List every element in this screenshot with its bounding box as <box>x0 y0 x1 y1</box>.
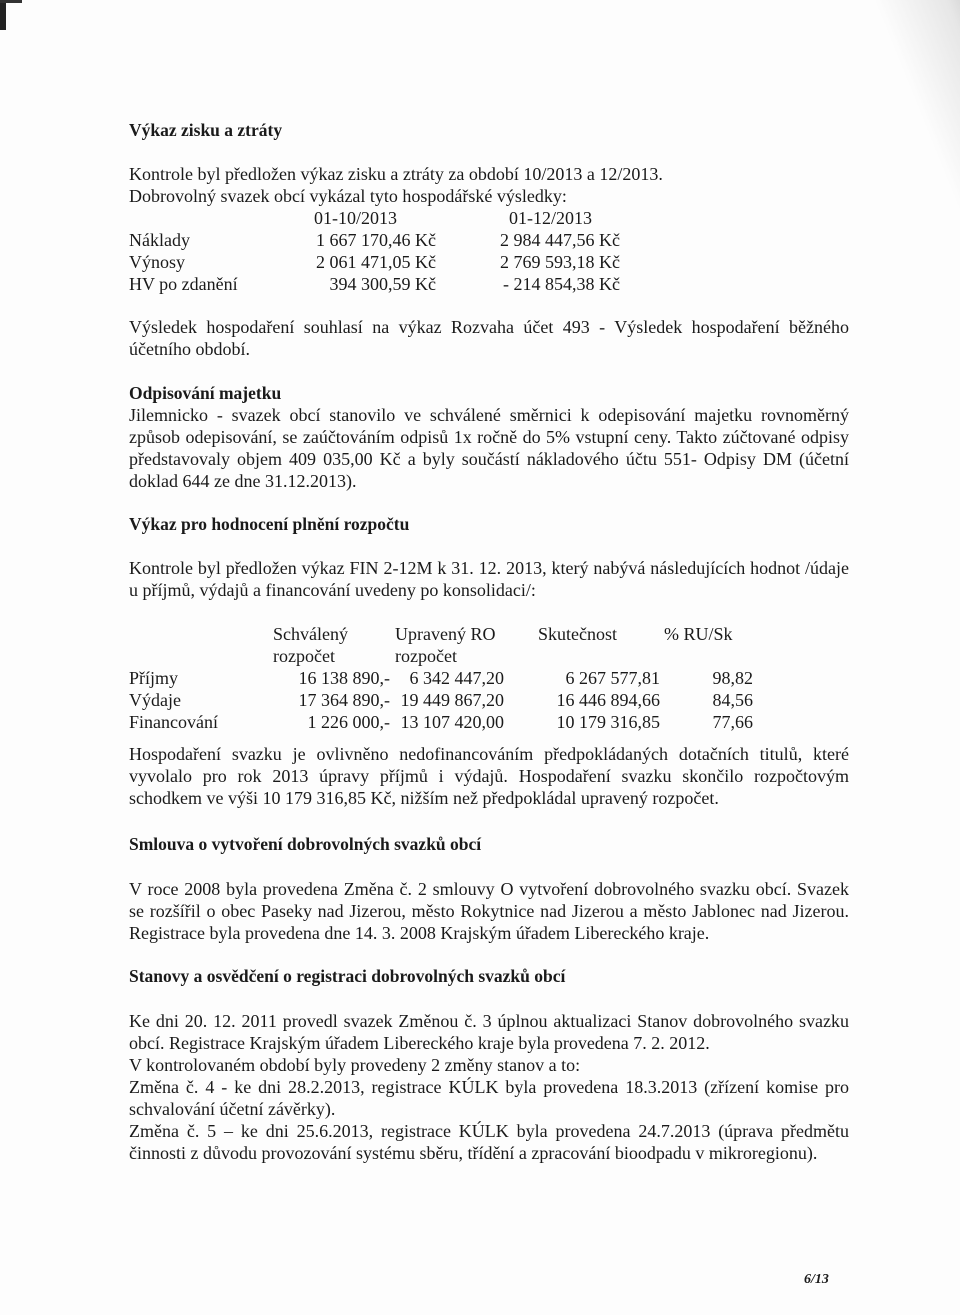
cell-actual: 6 267 577,81 <box>565 668 660 688</box>
cell-percent: 77,66 <box>712 712 753 732</box>
col-header-percent: % RU/Sk <box>664 624 733 644</box>
section-title-statutes: Stanovy a osvědčení o registraci dobrovolných svazků obcí <box>129 966 566 986</box>
profit-loss-header-row <box>129 207 849 229</box>
statutes-paragraph: Ke dni 20. 12. 2011 provedl svazek Změnou č. 3 úplnou aktualizaci Stanov dobrovolného svazku obcí. Registrace Krajským úřadem Libereckého kraje byla provedena 7. 2. 2012. <box>129 1011 849 1053</box>
cell-percent: 98,82 <box>712 668 753 688</box>
cell-actual: 16 446 894,66 <box>556 690 660 710</box>
row-value-period1: 394 300,59 Kč <box>329 274 436 294</box>
scan-shadow <box>850 0 960 292</box>
cell-adjusted: 13 107 420,00 <box>400 712 504 732</box>
col-header-approved-sub: rozpočet <box>273 646 335 666</box>
col-header-actual: Skutečnost <box>538 624 617 644</box>
statutes-paragraph: Změna č. 5 – ke dni 25.6.2013, registrace KÚLK byla provedena 24.7.2013 (úprava předmětu činnosti z důvodu provozování systému sběru, třídění a zpracování bioodpadu v mikroregionu). <box>129 1121 849 1163</box>
row-label: Výdaje <box>129 690 181 710</box>
section-title-profit-loss: Výkaz zisku a ztráty <box>129 120 283 140</box>
table-row <box>129 273 849 295</box>
row-label: Příjmy <box>129 668 179 688</box>
budget-table <box>129 623 849 733</box>
section-title-budget: Výkaz pro hodnocení plnění rozpočtu <box>129 514 410 534</box>
cell-approved: 16 138 890,- <box>298 668 390 688</box>
scan-edge-mark-top <box>0 0 22 3</box>
table-row <box>129 711 849 733</box>
budget-header-row1 <box>129 623 849 645</box>
table-row <box>129 229 849 251</box>
budget-text: Hospodaření svazku je ovlivněno nedofinancováním předpokládaných dotačních titulů, které vyvolalo pro rok 2013 úpravy příjmů i výdajů. Hospodaření svazku skončilo rozpočtovým schodkem ve výši 10 179 316,85 Kč, nižším než předpokládal upravený rozpočet. <box>129 744 849 808</box>
row-value-period1: 1 667 170,46 Kč <box>316 230 436 250</box>
section-title-agreement: Smlouva o vytvoření dobrovolných svazků obcí <box>129 834 482 854</box>
depreciation-text: Jilemnicko - svazek obcí stanovilo ve schválené směrnici k odepisování majetku rovnoměrný způsob odepisování, se zaúčtováním odpisů 1x ročně do 5% vstupní ceny. Takto zúčtované odpisy představovaly objem 409 035,00 Kč a byly součástí nákladového účtu 551- Odpisy DM (účetní doklad 644 ze dne 31.12.2013). <box>129 405 849 491</box>
budget-intro: Kontrole byl předložen výkaz FIN 2-12M k 31. 12. 2013, který nabývá následujících hodnot /údaje u příjmů, výdajů a financování uvedeny po konsolidaci/: <box>129 558 849 600</box>
col-header-adjusted-sub: rozpočet <box>395 646 457 666</box>
scan-edge-mark <box>0 0 6 30</box>
cell-percent: 84,56 <box>712 690 753 710</box>
cell-approved: 17 364 890,- <box>298 690 390 710</box>
col-header-adjusted: Upravený RO <box>395 624 496 644</box>
statutes-body <box>129 1010 849 1164</box>
row-value-period2: 2 984 447,56 Kč <box>500 230 620 250</box>
table-row <box>129 251 849 273</box>
row-value-period1: 2 061 471,05 Kč <box>316 252 436 272</box>
page-number: 6/13 <box>804 1272 829 1287</box>
cell-approved: 1 226 000,- <box>307 712 390 732</box>
cell-adjusted: 19 449 867,20 <box>400 690 504 710</box>
section-title-depreciation: Odpisování majetku <box>129 383 282 403</box>
cell-actual: 10 179 316,85 <box>556 712 660 732</box>
row-value-period2: 2 769 593,18 Kč <box>500 252 620 272</box>
profit-loss-line2: Dobrovolný svazek obcí vykázal tyto hospodářské výsledky: <box>129 186 567 206</box>
col-header-period2: 01-12/2013 <box>509 208 592 228</box>
agreement-text: V roce 2008 byla provedena Změna č. 2 smlouvy O vytvoření dobrovolného svazku obcí. Svazek se rozšířil o obec Paseky nad Jizerou, město Rokytnice nad Jizerou a město Jablonec nad Jizerou. Registrace byla provedena dne 14. 3. 2008 Krajským úřadem Libereckého kraje. <box>129 879 849 943</box>
profit-loss-line1: Kontrole byl předložen výkaz zisku a ztráty za období 10/2013 a 12/2013. <box>129 164 663 184</box>
statutes-paragraph: V kontrolovaném období byly provedeny 2 změny stanov a to: <box>129 1055 581 1075</box>
row-label: Financování <box>129 712 218 732</box>
row-label: Náklady <box>129 230 190 250</box>
budget-header-row2 <box>129 645 849 667</box>
cell-adjusted: 6 342 447,20 <box>409 668 504 688</box>
profit-loss-table <box>129 207 849 295</box>
row-label: Výnosy <box>129 252 186 272</box>
table-row <box>129 667 849 689</box>
col-header-approved: Schválený <box>273 624 348 644</box>
profit-loss-note: Výsledek hospodaření souhlasí na výkaz Rozvaha účet 493 - Výsledek hospodaření běžného účetního období. <box>129 317 849 359</box>
table-row <box>129 689 849 711</box>
statutes-paragraph: Změna č. 4 - ke dni 28.2.2013, registrace KÚLK byla provedena 18.3.2013 (zřízení komise pro schvalování účetní závěrky). <box>129 1077 849 1119</box>
row-value-period2: - 214 854,38 Kč <box>503 274 620 294</box>
col-header-period1: 01-10/2013 <box>314 208 397 228</box>
row-label: HV po zdanění <box>129 274 238 294</box>
